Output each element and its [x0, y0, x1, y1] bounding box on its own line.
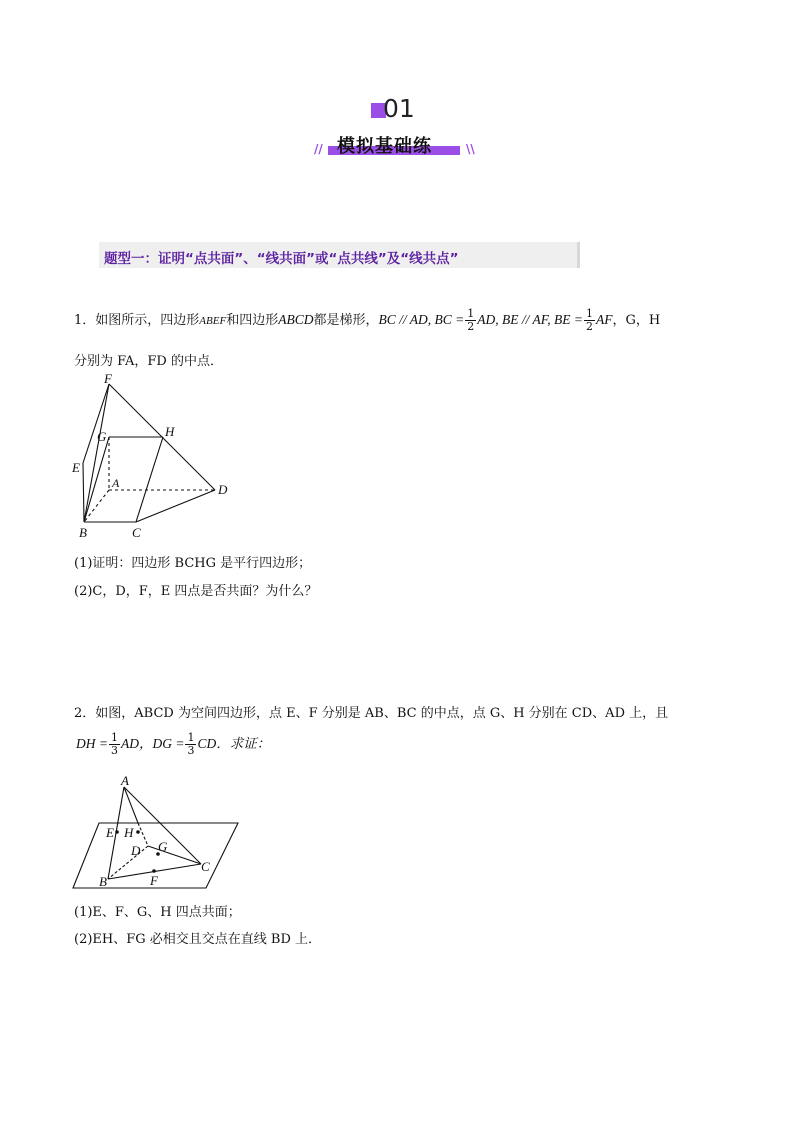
label-A: A [121, 773, 129, 788]
fraction-half-1: $\frac{1}{2}$ [467, 307, 475, 333]
problem1-and: 和四边形 [226, 313, 279, 328]
problem2-statement-line1 [74, 702, 668, 721]
edge-EB [83, 463, 84, 522]
topic-heading: 题型一：证明“点共面”、“线共面”或“点共线”及“线共点” [104, 251, 459, 267]
problem1-statement-line1 [74, 308, 660, 333]
problem1-question2: (2)C，D，F，E 四点是否共面？为什么？ [74, 584, 318, 599]
section-number: 01 [383, 94, 415, 123]
problem2-dh: DH = [76, 736, 108, 751]
problem1-statement-line2: 分别为 FA，FD 的中点． [74, 354, 223, 369]
problem2-question1: (1)E、F、G、H 四点共面； [74, 905, 241, 920]
edge-AD-visible [124, 787, 138, 823]
problem2-ad: AD， [120, 736, 153, 751]
label-C: C [132, 525, 141, 540]
problem2-question2: (2)EH、FG 必相交且交点在直线 BD 上． [74, 932, 322, 947]
edge-HC [136, 437, 163, 522]
problem1-number: 1． [74, 313, 96, 328]
label-G: G [158, 839, 168, 854]
problem2-dg: DG = [152, 736, 185, 751]
label-H: H [124, 825, 134, 840]
fraction-third-1: $\frac{1}{3}$ [110, 731, 118, 757]
label-F: F [104, 371, 112, 386]
label-D: D [218, 482, 228, 497]
label-C: C [201, 859, 210, 874]
slashes-right-decoration: \\ [466, 142, 475, 156]
problem1-cond2: AD, BE // AF, BE = [477, 312, 583, 327]
problem2-statement-line2 [76, 732, 270, 757]
problem1-cond1: BC // AD, BC = [378, 312, 465, 327]
edge-CD [136, 490, 215, 522]
edge-DC [148, 846, 201, 864]
label-E: E [106, 825, 114, 840]
label-B: B [79, 525, 87, 540]
problem1-question1: (1)证明：四边形 BCHG 是平行四边形； [74, 556, 312, 571]
problem2-figure [66, 770, 246, 895]
problem1-cond3: AF [595, 312, 613, 327]
label-A: A [112, 476, 120, 490]
problem2-number: 2． [74, 706, 96, 721]
section-title: 模拟基础练 [337, 136, 432, 157]
label-B: B [99, 874, 107, 889]
label-F: F [150, 873, 158, 888]
problem2-cd: CD．求证： [197, 736, 271, 751]
problem1-quad1: ABEF [199, 315, 227, 327]
problem1-tail: ，G，H [612, 313, 661, 328]
fraction-third-2: $\frac{1}{3}$ [187, 731, 195, 757]
label-D: D [131, 843, 141, 858]
edge-FB [84, 384, 109, 522]
label-E: E [72, 460, 80, 475]
point-H [136, 830, 140, 834]
problem1-figure [60, 370, 240, 545]
problem2-line1: 如图，ABCD 为空间四边形，点 E、F 分别是 AB、BC 的中点，点 G、H 分别在 CD、AD 上，且 [95, 706, 669, 721]
problem1-trap: 都是梯形， [313, 313, 379, 328]
fraction-half-2: $\frac{1}{2}$ [585, 307, 593, 333]
label-G: G [97, 429, 107, 444]
label-H: H [165, 424, 175, 439]
slashes-left-decoration: // [314, 142, 323, 156]
problem1-quad2: ABCD [278, 312, 314, 327]
problem1-intro: 如图所示，四边形 [95, 313, 200, 328]
edge-AB-hidden [84, 490, 109, 522]
point-E [115, 830, 119, 834]
